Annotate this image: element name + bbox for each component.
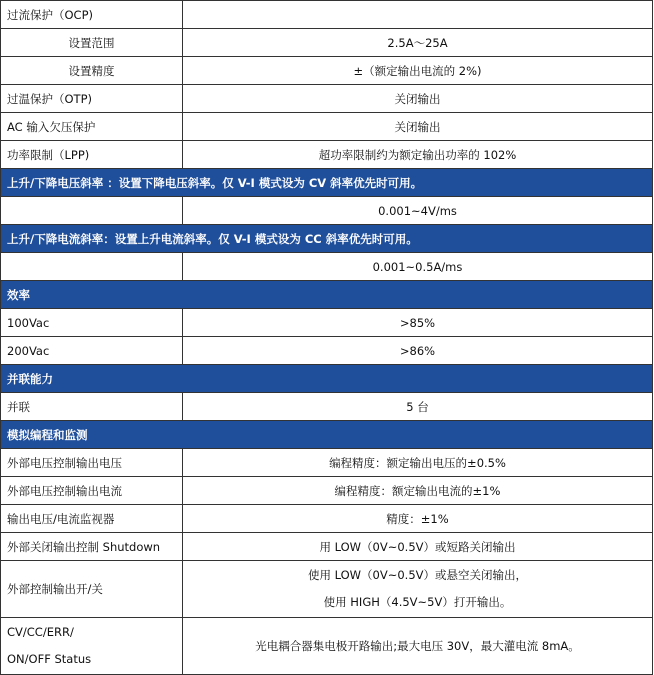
row-value: 光电耦合器集电极开路输出;最大电压 30V，最大灌电流 8mA。 — [183, 618, 653, 675]
table-row — [1, 337, 653, 365]
table-row — [1, 85, 653, 113]
row-label — [1, 253, 183, 281]
row-value: 编程精度：额定输出电流的±1% — [183, 477, 653, 505]
row-value: 5 台 — [183, 393, 653, 421]
row-value-line: 使用 LOW（0V~0.5V）或悬空关闭输出， — [307, 568, 528, 582]
row-value: 2.5A～25A — [183, 29, 653, 57]
table-row — [1, 477, 653, 505]
table-row — [1, 253, 653, 281]
table-row — [1, 449, 653, 477]
section-title: 效率 — [1, 281, 653, 309]
row-label: 100Vac — [1, 309, 183, 337]
row-value: ±（额定输出电流的 2%) — [183, 57, 653, 85]
table-row — [1, 393, 653, 421]
row-label — [1, 618, 183, 675]
row-value: 编程精度：额定输出电压的±0.5% — [183, 449, 653, 477]
table-row — [1, 561, 653, 618]
row-value: 0.001~4V/ms — [183, 197, 653, 225]
row-label: 外部电压控制输出电流 — [1, 477, 183, 505]
row-label: 外部电压控制输出电压 — [1, 449, 183, 477]
row-value: 用 LOW（0V~0.5V）或短路关闭输出 — [183, 533, 653, 561]
row-value — [183, 1, 653, 29]
section-header-row — [1, 365, 653, 393]
row-value: >86% — [183, 337, 653, 365]
row-label: 设置精度 — [1, 57, 183, 85]
section-title: 并联能力 — [1, 365, 653, 393]
table-row — [1, 533, 653, 561]
table-row — [1, 309, 653, 337]
row-value-line: 使用 HIGH（4.5V~5V）打开输出。 — [323, 595, 512, 609]
row-label: 200Vac — [1, 337, 183, 365]
row-value: 关闭输出 — [183, 113, 653, 141]
table-row — [1, 505, 653, 533]
section-header-row — [1, 169, 653, 197]
section-title: 模拟编程和监测 — [1, 421, 653, 449]
section-header-row — [1, 421, 653, 449]
table-row — [1, 1, 653, 29]
row-label-line: CV/CC/ERR/ — [7, 625, 74, 639]
row-label — [1, 197, 183, 225]
row-label: 过温保护（OTP) — [1, 85, 183, 113]
table-row — [1, 197, 653, 225]
row-label: 输出电压/电流监视器 — [1, 505, 183, 533]
section-header-row — [1, 281, 653, 309]
row-value — [183, 561, 653, 618]
row-label-line: ON/OFF Status — [7, 652, 92, 666]
row-label: 外部关闭输出控制 Shutdown — [1, 533, 183, 561]
table-row — [1, 29, 653, 57]
row-value: 0.001~0.5A/ms — [183, 253, 653, 281]
table-row — [1, 113, 653, 141]
row-value: 关闭输出 — [183, 85, 653, 113]
row-label: 功率限制（LPP) — [1, 141, 183, 169]
row-value: 精度：±1% — [183, 505, 653, 533]
section-header-row — [1, 225, 653, 253]
row-value: >85% — [183, 309, 653, 337]
row-label: 并联 — [1, 393, 183, 421]
table-row — [1, 141, 653, 169]
section-title: 上升/下降电压斜率 ：设置下降电压斜率。仅 V-I 模式设为 CV 斜率优先时可用。 — [1, 169, 653, 197]
row-label: AC 输入欠压保护 — [1, 113, 183, 141]
row-value: 超功率限制约为额定输出功率的 102% — [183, 141, 653, 169]
row-label: 外部控制输出开/关 — [1, 561, 183, 618]
row-label: 过流保护（OCP) — [1, 1, 183, 29]
table-row — [1, 57, 653, 85]
section-title: 上升/下降电流斜率：设置上升电流斜率。仅 V-I 模式设为 CC 斜率优先时可用。 — [1, 225, 653, 253]
row-label: 设置范围 — [1, 29, 183, 57]
table-row — [1, 618, 653, 675]
